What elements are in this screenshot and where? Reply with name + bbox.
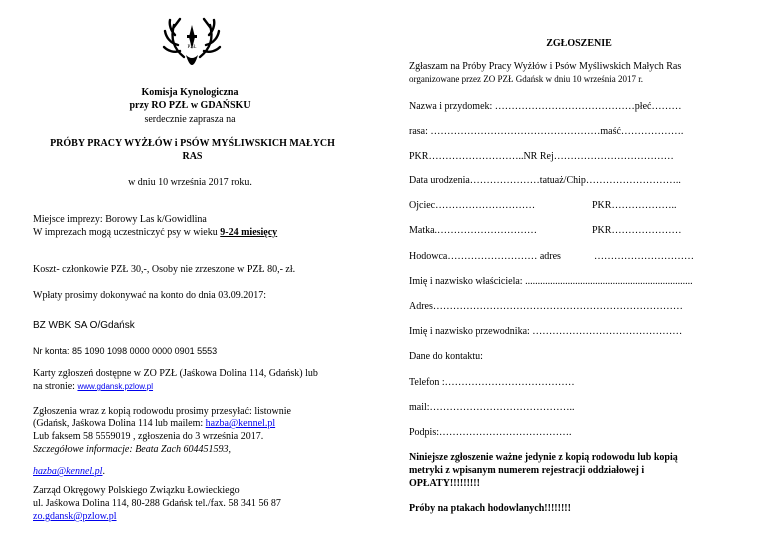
age-prefix: W imprezach mogą uczestniczyć psy w wieku (33, 227, 221, 238)
board-name: Zarząd Okręgowy Polskiego Związku Łowieckiego (33, 485, 240, 496)
committee-line1: Komisja Kynologiczna (141, 87, 239, 98)
event-title-line2: RAS (182, 151, 203, 162)
notice-line1: Niniejsze zgłoszenie ważne jedynie z kopią rodowodu lub kopią (409, 452, 678, 463)
age-requirement (33, 227, 277, 238)
pzl-logo (160, 15, 224, 79)
forms-line1: Karty zgłoszeń dostępne w ZO PZŁ (Jaśkowa Dolina 114, Gdańsk) lub (33, 368, 318, 379)
board-address: ul. Jaśkowa Dolina 114, 80-288 Gdańsk tel./fax. 58 341 56 87 (33, 498, 281, 509)
birds-note: Próby na ptakach hodowlanych!!!!!!!! (409, 503, 571, 514)
payment-deadline: Wpłaty prosimy dokonywać na konto do dnia 03.09.2017: (33, 290, 267, 301)
forms-prefix: na stronie: (33, 381, 78, 392)
mother-field[interactable]: Matka.………………………… (409, 225, 538, 236)
info-email-link[interactable]: hazba@kennel.pl (33, 466, 103, 477)
father-field[interactable]: Ojciec………………………… (409, 200, 536, 211)
form-line2: organizowane przez ZO PZŁ Gdańsk w dniu 10 września 2017 r. (409, 74, 644, 84)
submit-prefix: (Gdańsk, Jaśkowa Dolina 114 lub mailem: (33, 418, 206, 429)
board-email-link[interactable]: zo.gdansk@pzlow.pl (33, 511, 117, 522)
father-pkr-field[interactable]: PKR……………….. (592, 200, 677, 211)
event-date: w dniu 10 września 2017 roku. (128, 177, 252, 188)
venue: Miejsce imprezy: Borowy Las k/Gowidlina (33, 214, 207, 225)
notice-line2: metryki z wpisanym numerem rejestracji oddziałowej i (409, 465, 645, 476)
committee-line2: przy RO PZŁ w GDAŃSKU (129, 100, 251, 111)
bank-name: BZ WBK SA O/Gdańsk (33, 320, 135, 331)
info-contact: Szczegółowe informacje: Beata Zach 604451593, (33, 444, 232, 455)
info-email-suffix: . (102, 466, 105, 477)
info-email-line (33, 466, 105, 477)
forms-line2 (33, 381, 153, 392)
website-link[interactable]: www.gdansk.pzlow.pl (77, 382, 154, 391)
pkr-field[interactable]: PKR………………………..NR Rej……………………………… (409, 151, 674, 162)
breed-field[interactable]: rasa: ……………………………………………maść………………. (409, 126, 684, 137)
account-number: Nr konta: 85 1090 1098 0000 0000 0901 5553 (33, 346, 218, 356)
owner-field[interactable]: Imię i nazwisko właściciela: ................................................................... (409, 276, 693, 287)
contact-label: Dane do kontaktu: (409, 351, 483, 362)
birth-field[interactable]: Data urodzenia…………………tatuaż/Chip……………………….. (409, 175, 681, 186)
mail-field[interactable]: mail:…………………………………….. (409, 402, 575, 413)
mother-pkr-field[interactable]: PKR………………… (592, 225, 682, 236)
submit-line3: Lub faksem 58 5559019 , zgłoszenia do 3 września 2017. (33, 431, 264, 442)
notice-line3: OPŁATY!!!!!!!!! (409, 478, 480, 489)
address-field[interactable]: Adres………………………………………………………………… (409, 301, 683, 312)
handler-field[interactable]: Imię i nazwisko przewodnika: ……………………………………… (409, 326, 683, 337)
svg-text:PZŁ: PZŁ (187, 45, 197, 50)
event-title-line1: PRÓBY PRACY WYŻŁÓW i PSÓW MYŚLIWSKICH MAŁYCH (50, 138, 335, 149)
form-line1: Zgłaszam na Próby Pracy Wyżłów i Psów Myśliwskich Małych Ras (409, 61, 682, 72)
submit-line1: Zgłoszenia wraz z kopią rodowodu prosimy przesyłać: listownie (33, 406, 291, 417)
submit-email-link[interactable]: hazba@kennel.pl (205, 418, 276, 429)
phone-field[interactable]: Telefon :………………………………… (409, 377, 575, 388)
age-range: 9-24 miesięcy (220, 227, 278, 238)
fees: Koszt- członkowie PZŁ 30,-, Osoby nie zrzeszone w PZŁ 80,- zł. (33, 264, 296, 275)
invite-text: serdecznie zaprasza na (144, 114, 236, 125)
breeder-address-field[interactable]: ………………………… (594, 251, 694, 262)
breeder-field[interactable]: Hodowca……………………… adres (409, 251, 561, 262)
antlers-icon (160, 15, 224, 79)
form-title: ZGŁOSZENIE (546, 38, 612, 49)
submit-line2 (33, 418, 275, 429)
signature-field[interactable]: Podpis:…………………………………. (409, 427, 572, 438)
name-field[interactable]: Nazwa i przydomek: ……………………………………płeć……… (409, 101, 682, 112)
